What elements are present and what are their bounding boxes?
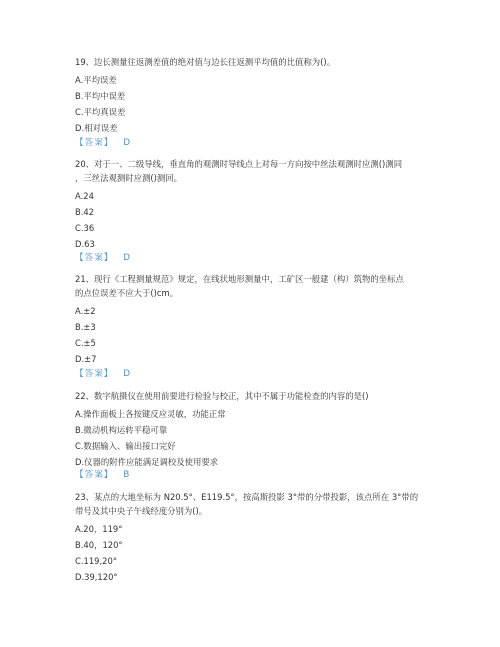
question-21 — [75, 272, 435, 368]
answer-21 — [75, 368, 130, 380]
question-stem: 19、边长测量往返测差值的绝对值与边长往返测平均值的比值称为()。 — [75, 57, 336, 67]
option-b: B.42 — [75, 207, 95, 217]
answer-label: 【答案】 — [75, 470, 114, 480]
question-stem: 20、对于一、二级导线，垂直角的观测时导线点上对每一方向按中丝法观测时应测()测同 ，三丝法观测时应测()测回。 — [75, 159, 403, 183]
option-b: B.微动机构运转平稳可靠 — [75, 425, 168, 435]
option-d: D.仪器的附件应能满足调校及使用要求 — [75, 457, 219, 467]
question-20 — [75, 157, 435, 253]
question-stem: 22、数字航摄仪在使用前要进行检验与校正，其中不属于功能检查的内容的是() — [75, 391, 369, 401]
answer-value: D — [123, 369, 131, 379]
option-b: B.±3 — [75, 322, 96, 332]
option-b: B.40，120° — [75, 540, 123, 550]
option-a: A.20，119° — [75, 524, 123, 534]
option-d: D.相对误差 — [75, 123, 118, 133]
answer-19 — [75, 137, 130, 149]
option-d: D.39,120° — [75, 572, 118, 582]
option-c: C.数据输入、输出接口完好 — [75, 441, 176, 451]
question-stem: 23、某点的大地坐标为 N20.5°、E119.5°，按高斯投影 3°带的分带投影，该点所在 3°带的 带号及其中央子午线经度分别为()。 — [75, 492, 419, 516]
answer-label: 【答案】 — [75, 369, 114, 379]
option-d: D.±7 — [75, 354, 97, 364]
option-b: B.平均中误差 — [75, 91, 126, 101]
answer-20 — [75, 252, 130, 264]
question-stem: 21、现行《工程测量规范》规定，在线状地形测量中，工矿区一般建（构）筑物的坐标点 的点位误差不应大于()cm。 — [75, 274, 404, 298]
option-a: A.操作面板上各按键反应灵敏，功能正常 — [75, 409, 226, 419]
answer-value: D — [123, 138, 131, 148]
option-c: C.平均真误差 — [75, 107, 126, 117]
option-a: A.平均误差 — [75, 75, 117, 85]
answer-label: 【答案】 — [75, 253, 114, 263]
answer-value: B — [123, 470, 130, 480]
answer-label: 【答案】 — [75, 138, 114, 148]
option-c: C.±5 — [75, 338, 96, 348]
question-22 — [75, 389, 435, 471]
answer-22 — [75, 469, 129, 481]
question-23 — [75, 490, 435, 586]
answer-value: D — [123, 253, 131, 263]
option-c: C.36 — [75, 223, 95, 233]
option-a: A.24 — [75, 191, 94, 201]
option-a: A.±2 — [75, 306, 96, 316]
option-c: C.119,20° — [75, 556, 118, 566]
option-d: D.63 — [75, 239, 95, 249]
question-19 — [75, 55, 435, 137]
